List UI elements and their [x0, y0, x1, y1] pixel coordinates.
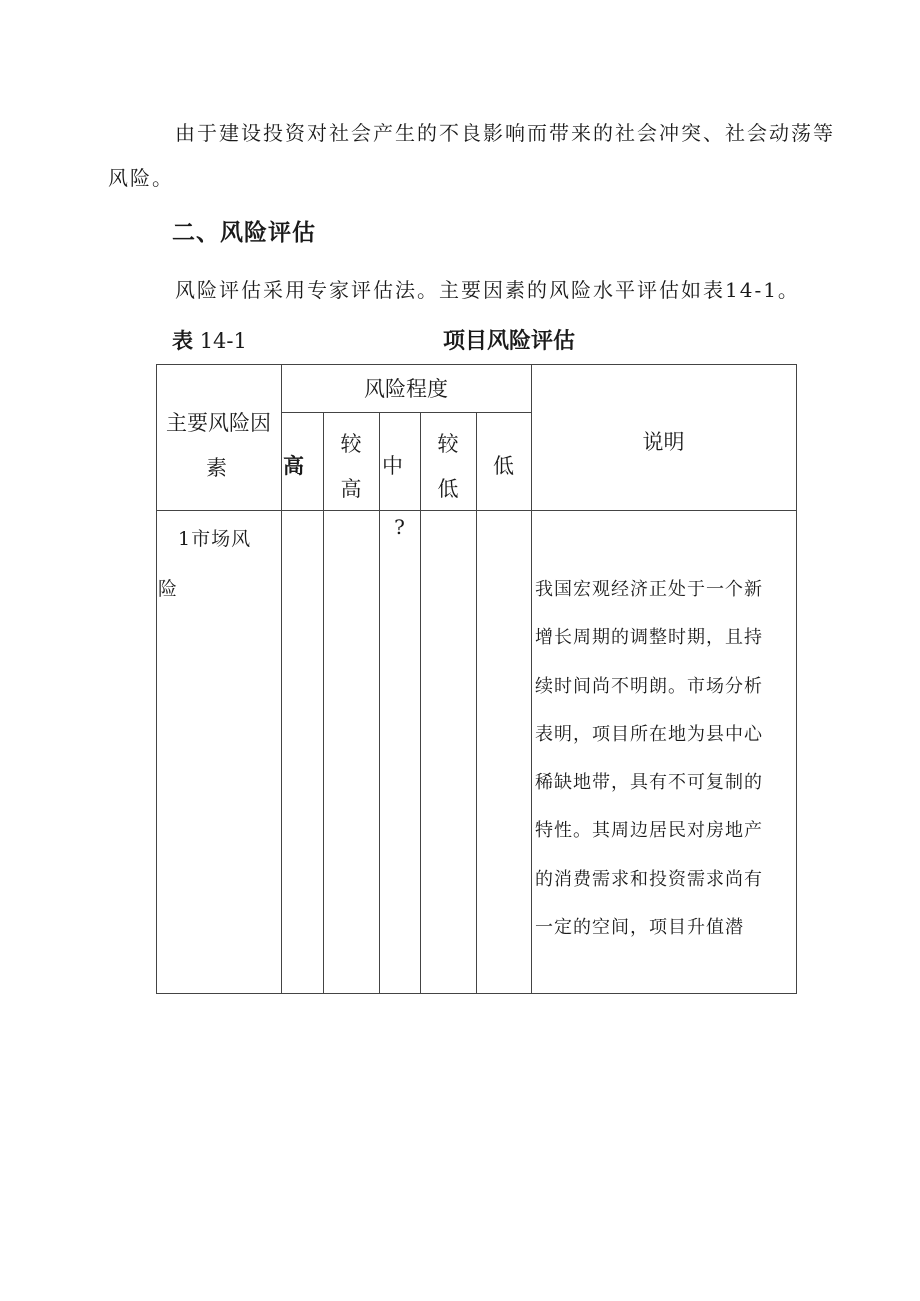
table-number-prefix: 表 — [172, 329, 193, 353]
intro-paragraph-line1: 由于建设投资对社会产生的不良影响而带来的社会冲突、社会动荡等 — [175, 121, 835, 145]
row-factor-line1: 1市场风 — [178, 528, 252, 550]
header-medium: 中 — [382, 454, 403, 478]
header-high: 高 — [283, 454, 304, 478]
row-note-line: 增长周期的调整时期，且持 — [535, 627, 763, 649]
intro-paragraph-line2: 风险。 — [108, 166, 174, 190]
table-divider-col1 — [281, 364, 282, 994]
header-higher-line1: 较 — [340, 432, 362, 456]
table-title: 项目风险评估 — [443, 329, 576, 354]
row-note-line: 表明，项目所在地为县中心 — [535, 723, 763, 745]
header-lower-line2: 低 — [437, 477, 459, 501]
header-higher — [323, 425, 379, 508]
row-note-line: 我国宏观经济正处于一个新 — [535, 579, 763, 600]
row-factor — [156, 524, 281, 604]
row-factor-line2: 险 — [158, 578, 178, 600]
row-note-line: 一定的空间，项目升值潜 — [535, 917, 744, 939]
header-risk-degree: 风险程度 — [364, 377, 448, 401]
section-body: 风险评估采用专家评估法。主要因素的风险水平评估如表14-1。 — [175, 278, 800, 302]
section-heading: 二、风险评估 — [172, 220, 316, 246]
row-note-line: 续时间尚不明朗。市场分析 — [535, 675, 763, 697]
header-lower-line1: 较 — [437, 432, 459, 456]
row-note-line: 特性。其周边居民对房地产 — [535, 820, 763, 842]
header-lower — [420, 425, 476, 508]
table-number-value: 14-1 — [199, 329, 247, 353]
header-note: 说明 — [642, 430, 685, 454]
row-note — [535, 566, 797, 952]
table-number — [172, 325, 247, 355]
header-higher-line2: 高 — [340, 477, 362, 501]
table-divider-col6 — [531, 364, 532, 994]
table-divider-degree — [281, 412, 531, 413]
header-low: 低 — [493, 454, 514, 478]
header-main-factor-line2: 素 — [206, 456, 227, 480]
table-divider-col5 — [476, 412, 477, 994]
table-divider-col3 — [379, 412, 380, 994]
header-main-factor — [156, 406, 281, 485]
row-note-line: 的消费需求和投资需求尚有 — [535, 868, 763, 890]
header-main-factor-line1: 主要风险因 — [166, 411, 271, 435]
row-medium-mark: ? — [394, 515, 405, 539]
row-note-line: 稀缺地带，具有不可复制的 — [535, 772, 763, 794]
